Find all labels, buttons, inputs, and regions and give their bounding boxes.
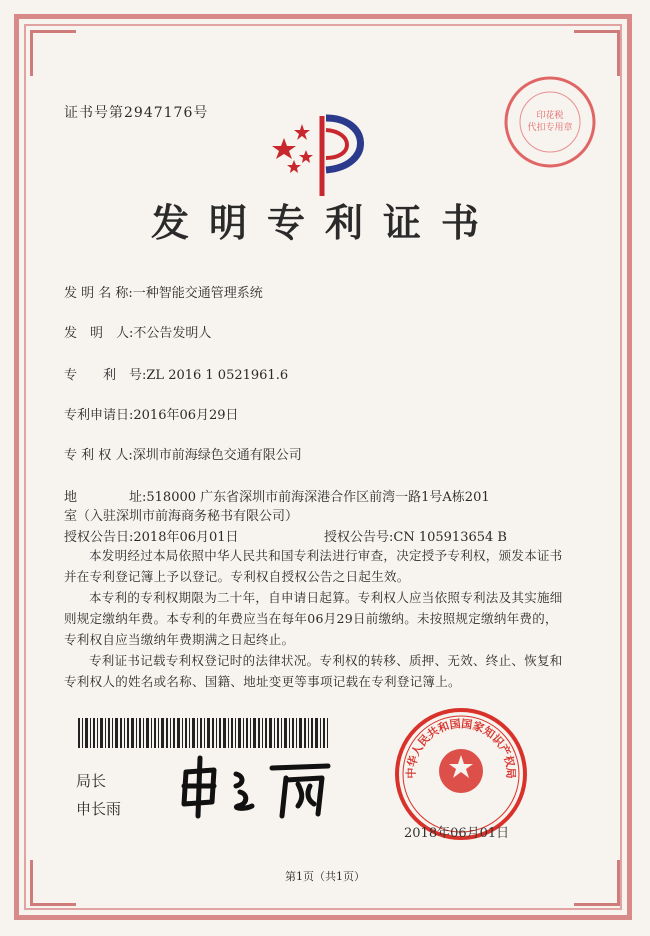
field-value: 室（入驻深圳市前海商务秘书有限公司）: [64, 509, 299, 524]
field-patent-number: [64, 364, 288, 383]
field-grant-announcement-date: [64, 526, 239, 545]
field-label: 专 利 权 人:: [64, 448, 133, 463]
director-name: 申长雨: [76, 800, 122, 818]
barcode-icon: [78, 718, 328, 748]
svg-text:印花税: 印花税: [536, 111, 564, 121]
field-value: 518000 广东省深圳市前海深港合作区前湾一路1号A栋201: [146, 490, 490, 505]
field-grant-announcement-number: [324, 526, 507, 545]
handwritten-signature: [178, 750, 338, 820]
field-label: 地 址:: [64, 490, 147, 505]
field-label: 发 明 名 称:: [64, 286, 133, 301]
field-value: 一种智能交通管理系统: [132, 286, 263, 301]
director-title: 局长: [76, 772, 107, 790]
body-paragraph: 本发明经过本局依照中华人民共和国专利法进行审查，决定授予专利权，颁发本证书并在专利登记簿上予以登记。专利权自授权公告之日起生效。: [64, 548, 563, 584]
field-label: 授权公告号:: [324, 530, 394, 545]
field-label: 专利申请日:: [64, 408, 134, 423]
page-number: 第1页（共1页）: [285, 870, 365, 883]
field-application-date: [64, 404, 239, 423]
field-patentee: [64, 444, 302, 463]
body-paragraph: 专利证书记载专利权登记时的法律状况。专利权的转移、质押、无效、终止、恢复和专利权人的姓名或名称、国籍、地址变更等事项记载在专利登记簿上。: [64, 653, 563, 689]
field-value: CN 105913654 B: [393, 530, 507, 545]
field-label: 发 明 人:: [64, 326, 134, 341]
seal-text: 中华人民共和国国家知识产权局: [404, 717, 518, 779]
agency-seal-icon: [500, 72, 600, 172]
field-address-line2: [64, 505, 298, 524]
field-label: 授权公告日:: [64, 530, 134, 545]
certificate-number: 证书号第2947176号: [64, 105, 209, 121]
field-inventor: [64, 322, 211, 341]
field-address: [64, 486, 490, 505]
field-label: 专 利 号:: [64, 368, 147, 383]
cnipa-logo-icon: [270, 108, 380, 198]
field-value: 深圳市前海绿色交通有限公司: [132, 448, 302, 463]
seal-date: 2018年06月01日: [404, 826, 510, 841]
svg-text:代扣专用章: 代扣专用章: [527, 123, 573, 133]
corner-ornament: [30, 30, 76, 76]
field-value: ZL 2016 1 0521961.6: [146, 368, 289, 383]
certificate-body: [64, 545, 564, 692]
corner-ornament: [574, 30, 620, 76]
field-value: 2016年06月29日: [133, 408, 239, 423]
field-value: 不公告发明人: [133, 326, 212, 341]
document-title: 发明专利证书: [150, 200, 499, 245]
field-invention-name: [64, 282, 263, 301]
body-paragraph: 本专利的专利权期限为二十年，自申请日起算。专利权人应当依照专利法及其实施细则规定缴纳年费。本专利的年费应当在每年06月29日前缴纳。未按照规定缴纳年费的，专利权自应当缴纳年费期满之日起终止。: [64, 590, 563, 647]
field-value: 2018年06月01日: [133, 530, 239, 545]
